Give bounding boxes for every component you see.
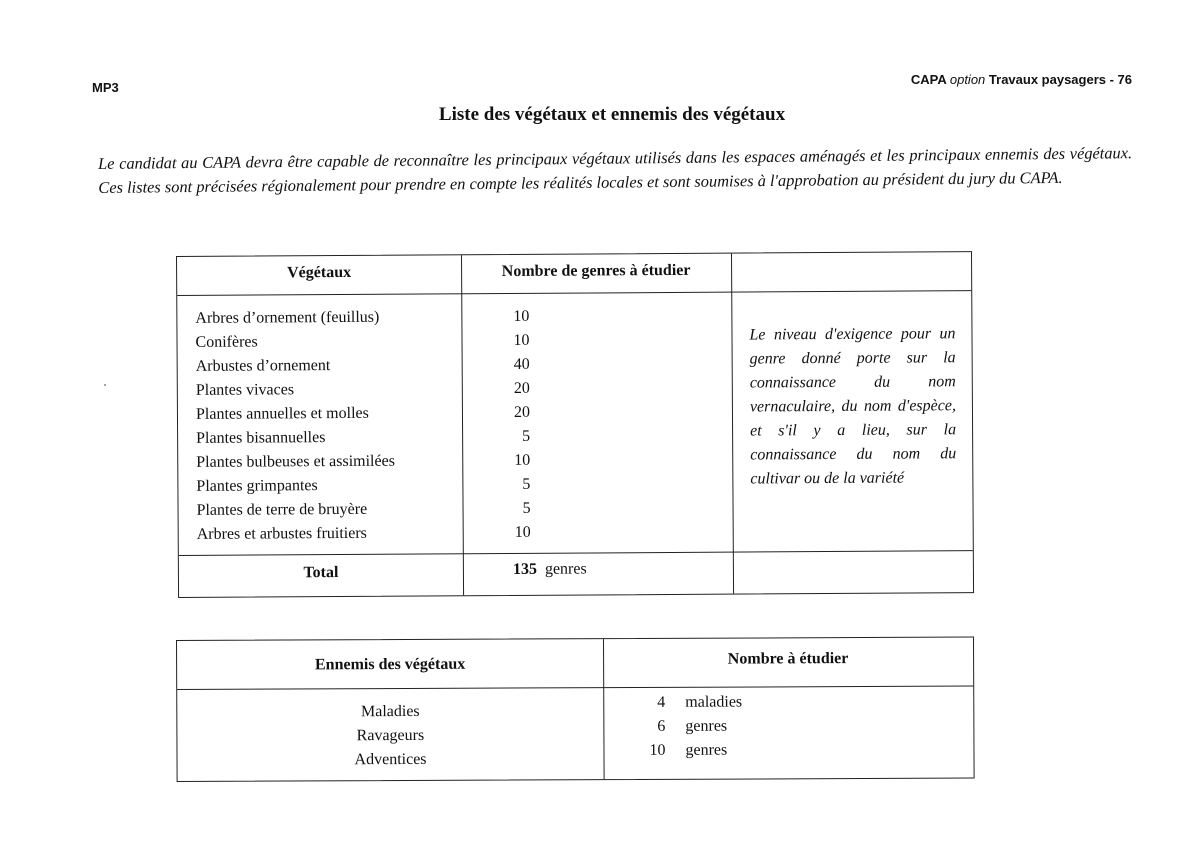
ennemi-name: Maladies <box>360 702 420 721</box>
vegetal-name: Arbres d’ornement (feuillus) <box>195 308 380 327</box>
table-row <box>196 497 530 523</box>
vegetal-count: 5 <box>522 499 531 517</box>
vegetal-count: 5 <box>522 475 531 493</box>
table-divider <box>731 254 734 594</box>
total-label: Total <box>303 564 339 582</box>
intro-text-3: . <box>1058 167 1063 187</box>
header-capa: CAPA <box>910 72 947 87</box>
total-number: 135 <box>512 560 537 578</box>
table-row <box>196 449 530 475</box>
page-title: Liste des végétaux et ennemis des végétaux <box>438 104 786 125</box>
table-row <box>197 521 531 547</box>
col-header-nombre-genres: Nombre de genres à étudier <box>501 261 691 281</box>
col-header-ennemis: Ennemis des végétaux <box>314 655 466 674</box>
vegetaux-table <box>176 251 974 598</box>
ennemi-name: Ravageurs <box>356 726 425 745</box>
intro-capa-1: CAPA <box>202 152 242 172</box>
col-header-nombre: Nombre à étudier <box>727 650 849 668</box>
vegetal-name: Arbres et arbustes fruitiers <box>196 524 367 543</box>
table-row <box>177 693 973 723</box>
header-divider <box>177 686 973 690</box>
vegetal-name: Plantes bulbeuses et assimilées <box>196 452 395 471</box>
vegetal-count: 10 <box>513 331 530 349</box>
ennemi-qty: 10 <box>649 741 666 759</box>
header-section: Travaux paysagers - 76 <box>988 72 1132 87</box>
vegetal-count: 5 <box>522 427 531 445</box>
vegetal-count: 10 <box>514 451 531 469</box>
table-row <box>196 401 530 427</box>
vegetal-name: Conifères <box>195 333 258 351</box>
vegetal-count: 20 <box>513 403 531 421</box>
vegetal-count: 10 <box>513 307 530 325</box>
vegetal-name: Plantes grimpantes <box>196 477 318 495</box>
table-row <box>195 305 529 331</box>
total-value <box>513 560 587 578</box>
table-row <box>196 353 530 379</box>
table-row <box>195 329 529 355</box>
ennemi-unit: genres <box>685 717 728 735</box>
ennemi-qty: 4 <box>657 693 666 711</box>
ennemi-unit: maladies <box>685 693 743 711</box>
ennemi-unit: genres <box>685 741 728 759</box>
vegetal-name: Plantes annuelles et molles <box>195 404 369 423</box>
total-divider <box>179 550 973 556</box>
vegetal-name: Plantes bisannuelles <box>196 429 326 447</box>
vegetal-count: 20 <box>513 379 530 397</box>
col-header-vegetaux: Végétaux <box>287 263 352 282</box>
intro-text-1: Le candidat au <box>98 152 203 173</box>
table-row <box>196 425 530 451</box>
page-header-right <box>911 72 1132 87</box>
vegetal-count: 10 <box>514 523 531 541</box>
intro-paragraph <box>98 141 1132 200</box>
col-header-empty <box>731 260 971 261</box>
vegetal-name: Arbustes d’ornement <box>195 357 331 375</box>
vegetal-name: Plantes de terre de bruyère <box>196 500 368 519</box>
table-row <box>196 377 530 403</box>
header-divider <box>177 290 971 296</box>
vegetal-count: 40 <box>513 355 530 373</box>
intro-capa-2: CAPA <box>1019 167 1059 188</box>
vegetal-name: Plantes vivaces <box>195 381 295 399</box>
page-code: MP3 <box>92 80 119 95</box>
scan-speck <box>104 384 106 386</box>
table-row <box>177 717 973 747</box>
ennemi-name: Adventices <box>354 750 427 769</box>
ennemi-qty: 6 <box>657 717 666 735</box>
ennemis-table <box>176 637 975 782</box>
table-row <box>196 473 530 499</box>
intro-text-2: devra être capable de reconnaître les principaux végétaux utilisés dans les espaces aménagés et les principaux ennemis des végétaux. Ces listes sont précisées régionalement pour prendre en compte les réalités locales et sont soumises à l'approbation au président du jury du <box>98 143 1133 197</box>
ennemis-rows <box>177 693 973 771</box>
header-option: option <box>949 72 986 87</box>
exigence-note: Le niveau d'exigence pour un genre donné porte sur la connaissance du nom vernaculaire, du nom d'espèce, et s'il y a lieu, sur la connaissance du nom du cultivar ou de la variété <box>749 325 957 488</box>
total-unit: genres <box>544 560 587 578</box>
vegetaux-rows <box>195 305 530 547</box>
table-row <box>177 741 973 771</box>
